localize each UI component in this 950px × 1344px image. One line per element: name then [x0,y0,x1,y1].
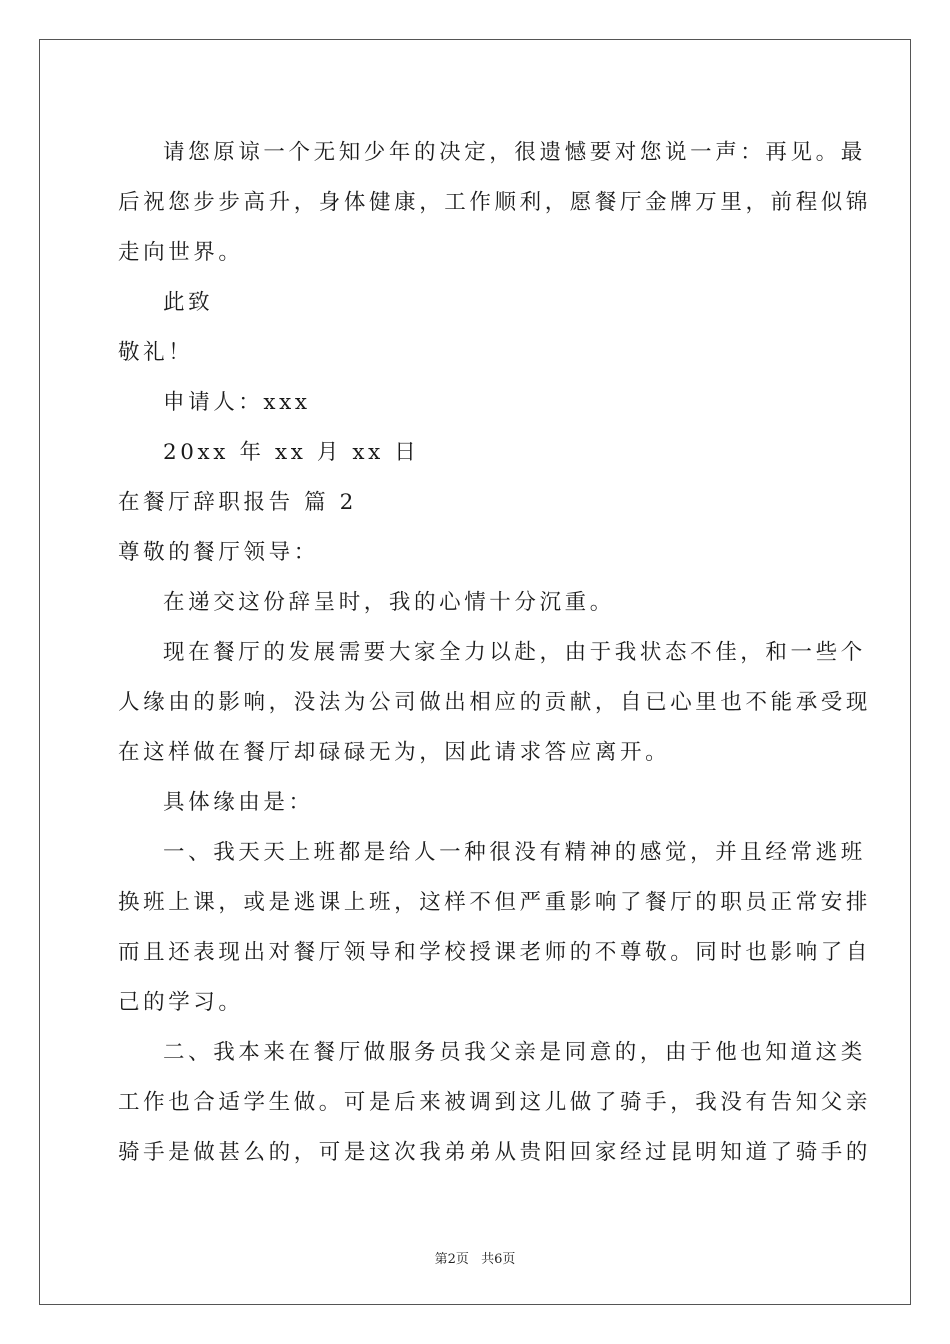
text-line: 走向世界。 [118,240,244,265]
text-line: 在这样做在餐厅却碌碌无为，因此请求答应离开。 [118,740,671,765]
text-line: 换班上课，或是逃课上班，这样不但严重影响了餐厅的职员正常安排 [118,890,872,915]
text-line: 在餐厅辞职报告 篇 2 [118,490,357,515]
document-body [118,128,872,1178]
text-line: 请您原谅一个无知少年的决定，很遗憾要对您说一声：再见。最 [163,140,866,165]
text-line: 20xx 年 xx 月 xx 日 [163,440,420,465]
text-line: 二、我本来在餐厅做服务员我父亲是同意的，由于他也知道这类 [163,1040,866,1065]
text-line: 骑手是做甚么的，可是这次我弟弟从贵阳回家经过昆明知道了骑手的 [118,1140,872,1165]
page-number: 第2页 [434,1252,469,1267]
text-line: 此致 [163,290,214,315]
text-line: 后祝您步步高升，身体健康，工作顺利，愿餐厅金牌万里，前程似锦 [118,190,872,215]
text-line: 而且还表现出对餐厅领导和学校授课老师的不尊敬。同时也影响了自 [118,940,872,965]
text-line: 在递交这份辞呈时，我的心情十分沉重。 [163,590,615,615]
text-line: 一、我天天上班都是给人一种很没有精神的感觉，并且经常逃班 [163,840,866,865]
text-line: 工作也合适学生做。可是后来被调到这儿做了骑手，我没有告知父亲 [118,1090,872,1115]
text-line: 具体缘由是： [163,790,314,815]
text-line: 己的学习。 [118,990,244,1015]
text-line: 申请人：xxx [163,390,311,415]
page-footer [0,1248,950,1267]
text-line: 人缘由的影响，没法为公司做出相应的贡献，自已心里也不能承受现 [118,690,872,715]
text-line: 敬礼！ [118,340,194,365]
text-line: 现在餐厅的发展需要大家全力以赴，由于我状态不佳，和一些个 [163,640,866,665]
text-line: 尊敬的餐厅领导： [118,540,319,565]
page-total: 共6页 [481,1252,516,1267]
